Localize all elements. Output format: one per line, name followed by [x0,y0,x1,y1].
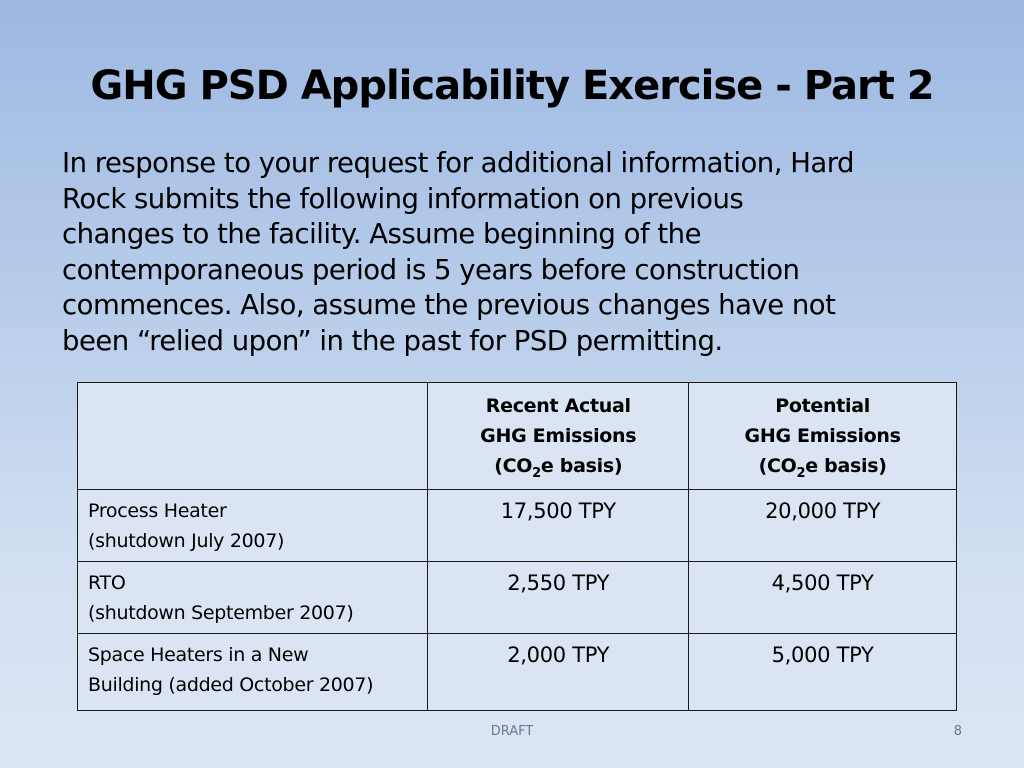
table-row [78,634,957,711]
source-name-cell [78,562,428,634]
recent-actual-value: 2,000 TPY [428,634,689,711]
header-line [428,451,688,489]
table-row [78,562,957,634]
potential-value: 20,000 TPY [689,490,957,562]
subscript: 2 [532,466,541,481]
header-line: Potential [775,395,870,417]
body-line: Rock submits the following information on previous [62,182,744,215]
body-line: contemporaneous period is 5 years before construction [62,253,800,286]
body-line: commences. Also, assume the previous changes have not [62,289,836,321]
header-text: (CO [494,455,533,477]
source-note: (shutdown July 2007) [88,530,285,552]
body-paragraph [62,146,982,359]
header-text: e basis) [540,455,623,477]
footer-draft-label: DRAFT [490,724,534,739]
table-row [78,490,957,562]
source-note: Building (added October 2007) [88,674,374,696]
table-header-row [78,383,957,490]
footer-page-number: 8 [953,724,962,739]
header-text: (CO [758,455,797,477]
recent-actual-value: 2,550 TPY [428,562,689,634]
header-potential [689,383,957,490]
header-text: e basis) [805,455,887,477]
slide-title: GHG PSD Applicability Exercise - Part 2 [90,63,934,109]
potential-value: 5,000 TPY [689,634,957,711]
body-line: In response to your request for additional information, Hard [62,147,855,179]
header-line: GHG Emissions [744,425,901,447]
header-empty-cell [78,383,428,490]
potential-value: 4,500 TPY [689,562,957,634]
header-line [689,451,956,489]
source-name-cell [78,634,428,711]
recent-actual-value: 17,500 TPY [428,490,689,562]
source-name: Process Heater [88,500,227,522]
header-recent-actual [428,383,689,490]
body-line: changes to the facility. Assume beginning of the [62,218,702,250]
body-line: been “relied upon” in the past for PSD permitting. [62,324,723,357]
emissions-table [77,382,957,711]
source-name-cell [78,490,428,562]
source-name: RTO [88,572,126,594]
source-note: (shutdown September 2007) [88,602,354,624]
header-line: GHG Emissions [480,425,637,447]
subscript: 2 [796,466,806,481]
header-line: Recent Actual [485,395,631,417]
source-name: Space Heaters in a New [88,644,309,666]
